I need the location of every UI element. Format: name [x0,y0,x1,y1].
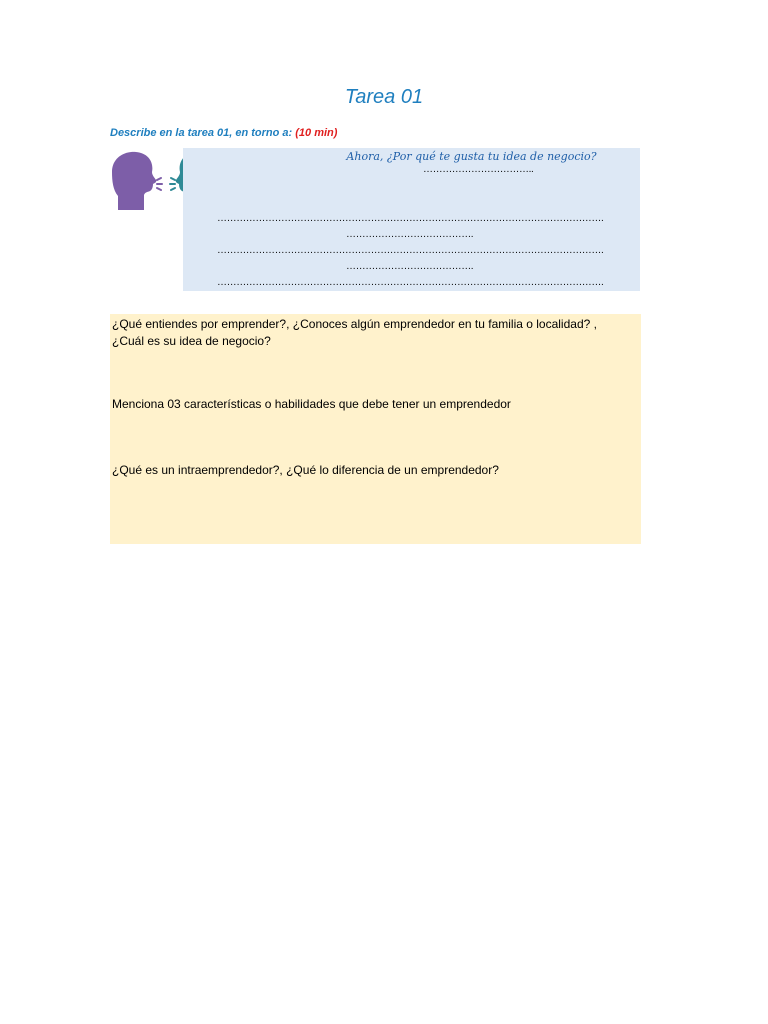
time-limit: (10 min) [295,127,338,139]
speaking-head-left-icon [112,152,156,210]
answer-line: …………………………………………………………………………………………………………. [217,213,604,224]
instruction-text: Describe en la tarea 01, en torno a: [110,127,296,139]
answer-line: …………………………………………………………………………………………………………. [217,277,604,288]
answer-line: …………………………………………………………………………………………………………. [217,245,604,256]
answer-line: …………………………….. [423,164,534,175]
question-1 [112,316,642,350]
question-1-line-2: ¿Cuál es su idea de negocio? [112,334,271,348]
question-1-line-1: ¿Qué entiendes por emprender?, ¿Conoces algún emprendedor en tu familia o localidad? , [112,317,597,331]
questions-box [110,314,641,544]
question-3: ¿Qué es un intraemprendedor?, ¿Qué lo diferencia de un emprendedor? [112,463,499,477]
answer-line: …………………………………. [346,229,474,240]
question-2: Menciona 03 características o habilidades que debe tener un emprendedor [112,397,511,411]
answer-line: …………………………………. [346,261,474,272]
reflection-box [183,148,640,291]
reflection-question: Ahora, ¿Por qué te gusta tu idea de negocio? [346,150,597,163]
page-title: Tarea 01 [344,86,424,108]
task-instruction [110,127,337,139]
